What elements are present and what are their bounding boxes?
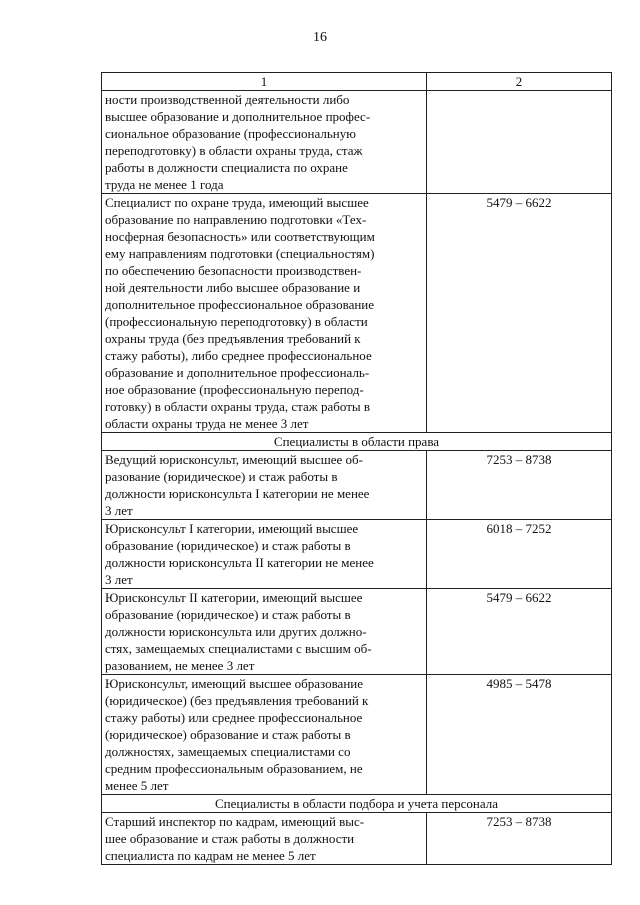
description-line: шее образование и стаж работы в должности bbox=[105, 831, 355, 846]
description-line: должности юрисконсульта или других должно- bbox=[105, 624, 367, 639]
description-line: должностях, замещаемых специалистами со bbox=[105, 744, 351, 759]
salary-range: 4985 – 5478 bbox=[427, 675, 612, 795]
table-row bbox=[102, 194, 612, 433]
description-line: по обеспечению безопасности производствен- bbox=[105, 263, 362, 278]
table-row bbox=[102, 451, 612, 520]
position-description bbox=[102, 194, 427, 433]
column-header-1: 1 bbox=[102, 73, 427, 91]
description-line: носферная безопасность» или соответствующим bbox=[105, 229, 375, 244]
table-row bbox=[102, 813, 612, 865]
table-row bbox=[102, 675, 612, 795]
table-row bbox=[102, 589, 612, 675]
description-line: специалиста по кадрам не менее 5 лет bbox=[105, 848, 316, 863]
salary-range: 5479 – 6622 bbox=[427, 194, 612, 433]
description-line: разованием, не менее 3 лет bbox=[105, 658, 255, 673]
section-title: Специалисты в области права bbox=[102, 433, 612, 451]
description-line: ему направлениям подготовки (специальностям) bbox=[105, 246, 375, 261]
description-line: образование и дополнительное профессиональ- bbox=[105, 365, 370, 380]
description-line: (юридическое) образование и стаж работы в bbox=[105, 727, 351, 742]
description-line: (профессиональную переподготовку) в области bbox=[105, 314, 368, 329]
description-line: переподготовку) в области охраны труда, стаж bbox=[105, 143, 363, 158]
description-line: стях, замещаемых специалистами с высшим об- bbox=[105, 641, 372, 656]
salary-range: 7253 – 8738 bbox=[427, 813, 612, 865]
description-line: образование (юридическое) и стаж работы в bbox=[105, 538, 351, 553]
description-line: дополнительное профессиональное образование bbox=[105, 297, 375, 312]
salary-range: 6018 – 7252 bbox=[427, 520, 612, 589]
description-line: Старший инспектор по кадрам, имеющий выс- bbox=[105, 814, 365, 829]
description-line: ной деятельности либо высшее образование и bbox=[105, 280, 361, 295]
description-line: Ведущий юрисконсульт, имеющий высшее об- bbox=[105, 452, 363, 467]
position-description bbox=[102, 451, 427, 520]
description-line: стажу работы) или среднее профессиональное bbox=[105, 710, 363, 725]
table-body bbox=[102, 91, 612, 865]
description-line: образование (юридическое) и стаж работы в bbox=[105, 607, 351, 622]
description-line: стажу работы), либо среднее профессиональное bbox=[105, 348, 372, 363]
column-header-2: 2 bbox=[427, 73, 612, 91]
description-line: должности юрисконсульта I категории не менее bbox=[105, 486, 370, 501]
table-row bbox=[102, 91, 612, 194]
description-line: (юридическое) (без предъявления требований к bbox=[105, 693, 369, 708]
description-line: ное образование (профессиональную перепод- bbox=[105, 382, 364, 397]
description-line: разование (юридическое) и стаж работы в bbox=[105, 469, 338, 484]
description-line: Специалист по охране труда, имеющий высшее bbox=[105, 195, 369, 210]
description-line: высшее образование и дополнительное профес- bbox=[105, 109, 371, 124]
description-line: должности юрисконсульта II категории не менее bbox=[105, 555, 374, 570]
page-number: 16 bbox=[313, 30, 327, 45]
section-header-row bbox=[102, 795, 612, 813]
position-description bbox=[102, 91, 427, 194]
position-description bbox=[102, 589, 427, 675]
description-line: труда не менее 1 года bbox=[105, 177, 224, 192]
salary-range: 5479 – 6622 bbox=[427, 589, 612, 675]
position-description bbox=[102, 675, 427, 795]
section-title: Специалисты в области подбора и учета персонала bbox=[102, 795, 612, 813]
description-line: Юрисконсульт I категории, имеющий высшее bbox=[105, 521, 359, 536]
salary-range bbox=[427, 91, 612, 194]
description-line: средним профессиональным образованием, не bbox=[105, 761, 363, 776]
salary-table bbox=[101, 72, 612, 865]
table-header-row bbox=[102, 73, 612, 91]
description-line: области охраны труда не менее 3 лет bbox=[105, 416, 309, 431]
description-line: 3 лет bbox=[105, 503, 133, 518]
description-line: менее 5 лет bbox=[105, 778, 169, 793]
position-description bbox=[102, 813, 427, 865]
description-line: сиональное образование (профессиональную bbox=[105, 126, 356, 141]
description-line: работы в должности специалиста по охране bbox=[105, 160, 348, 175]
section-header-row bbox=[102, 433, 612, 451]
description-line: образование по направлению подготовки «Тех- bbox=[105, 212, 367, 227]
salary-range: 7253 – 8738 bbox=[427, 451, 612, 520]
table-row bbox=[102, 520, 612, 589]
description-line: охраны труда (без предъявления требований к bbox=[105, 331, 361, 346]
description-line: Юрисконсульт II категории, имеющий высшее bbox=[105, 590, 363, 605]
description-line: 3 лет bbox=[105, 572, 133, 587]
position-description bbox=[102, 520, 427, 589]
description-line: Юрисконсульт, имеющий высшее образование bbox=[105, 676, 364, 691]
description-line: ности производственной деятельности либо bbox=[105, 92, 350, 107]
description-line: готовку) в области охраны труда, стаж работы в bbox=[105, 399, 371, 414]
